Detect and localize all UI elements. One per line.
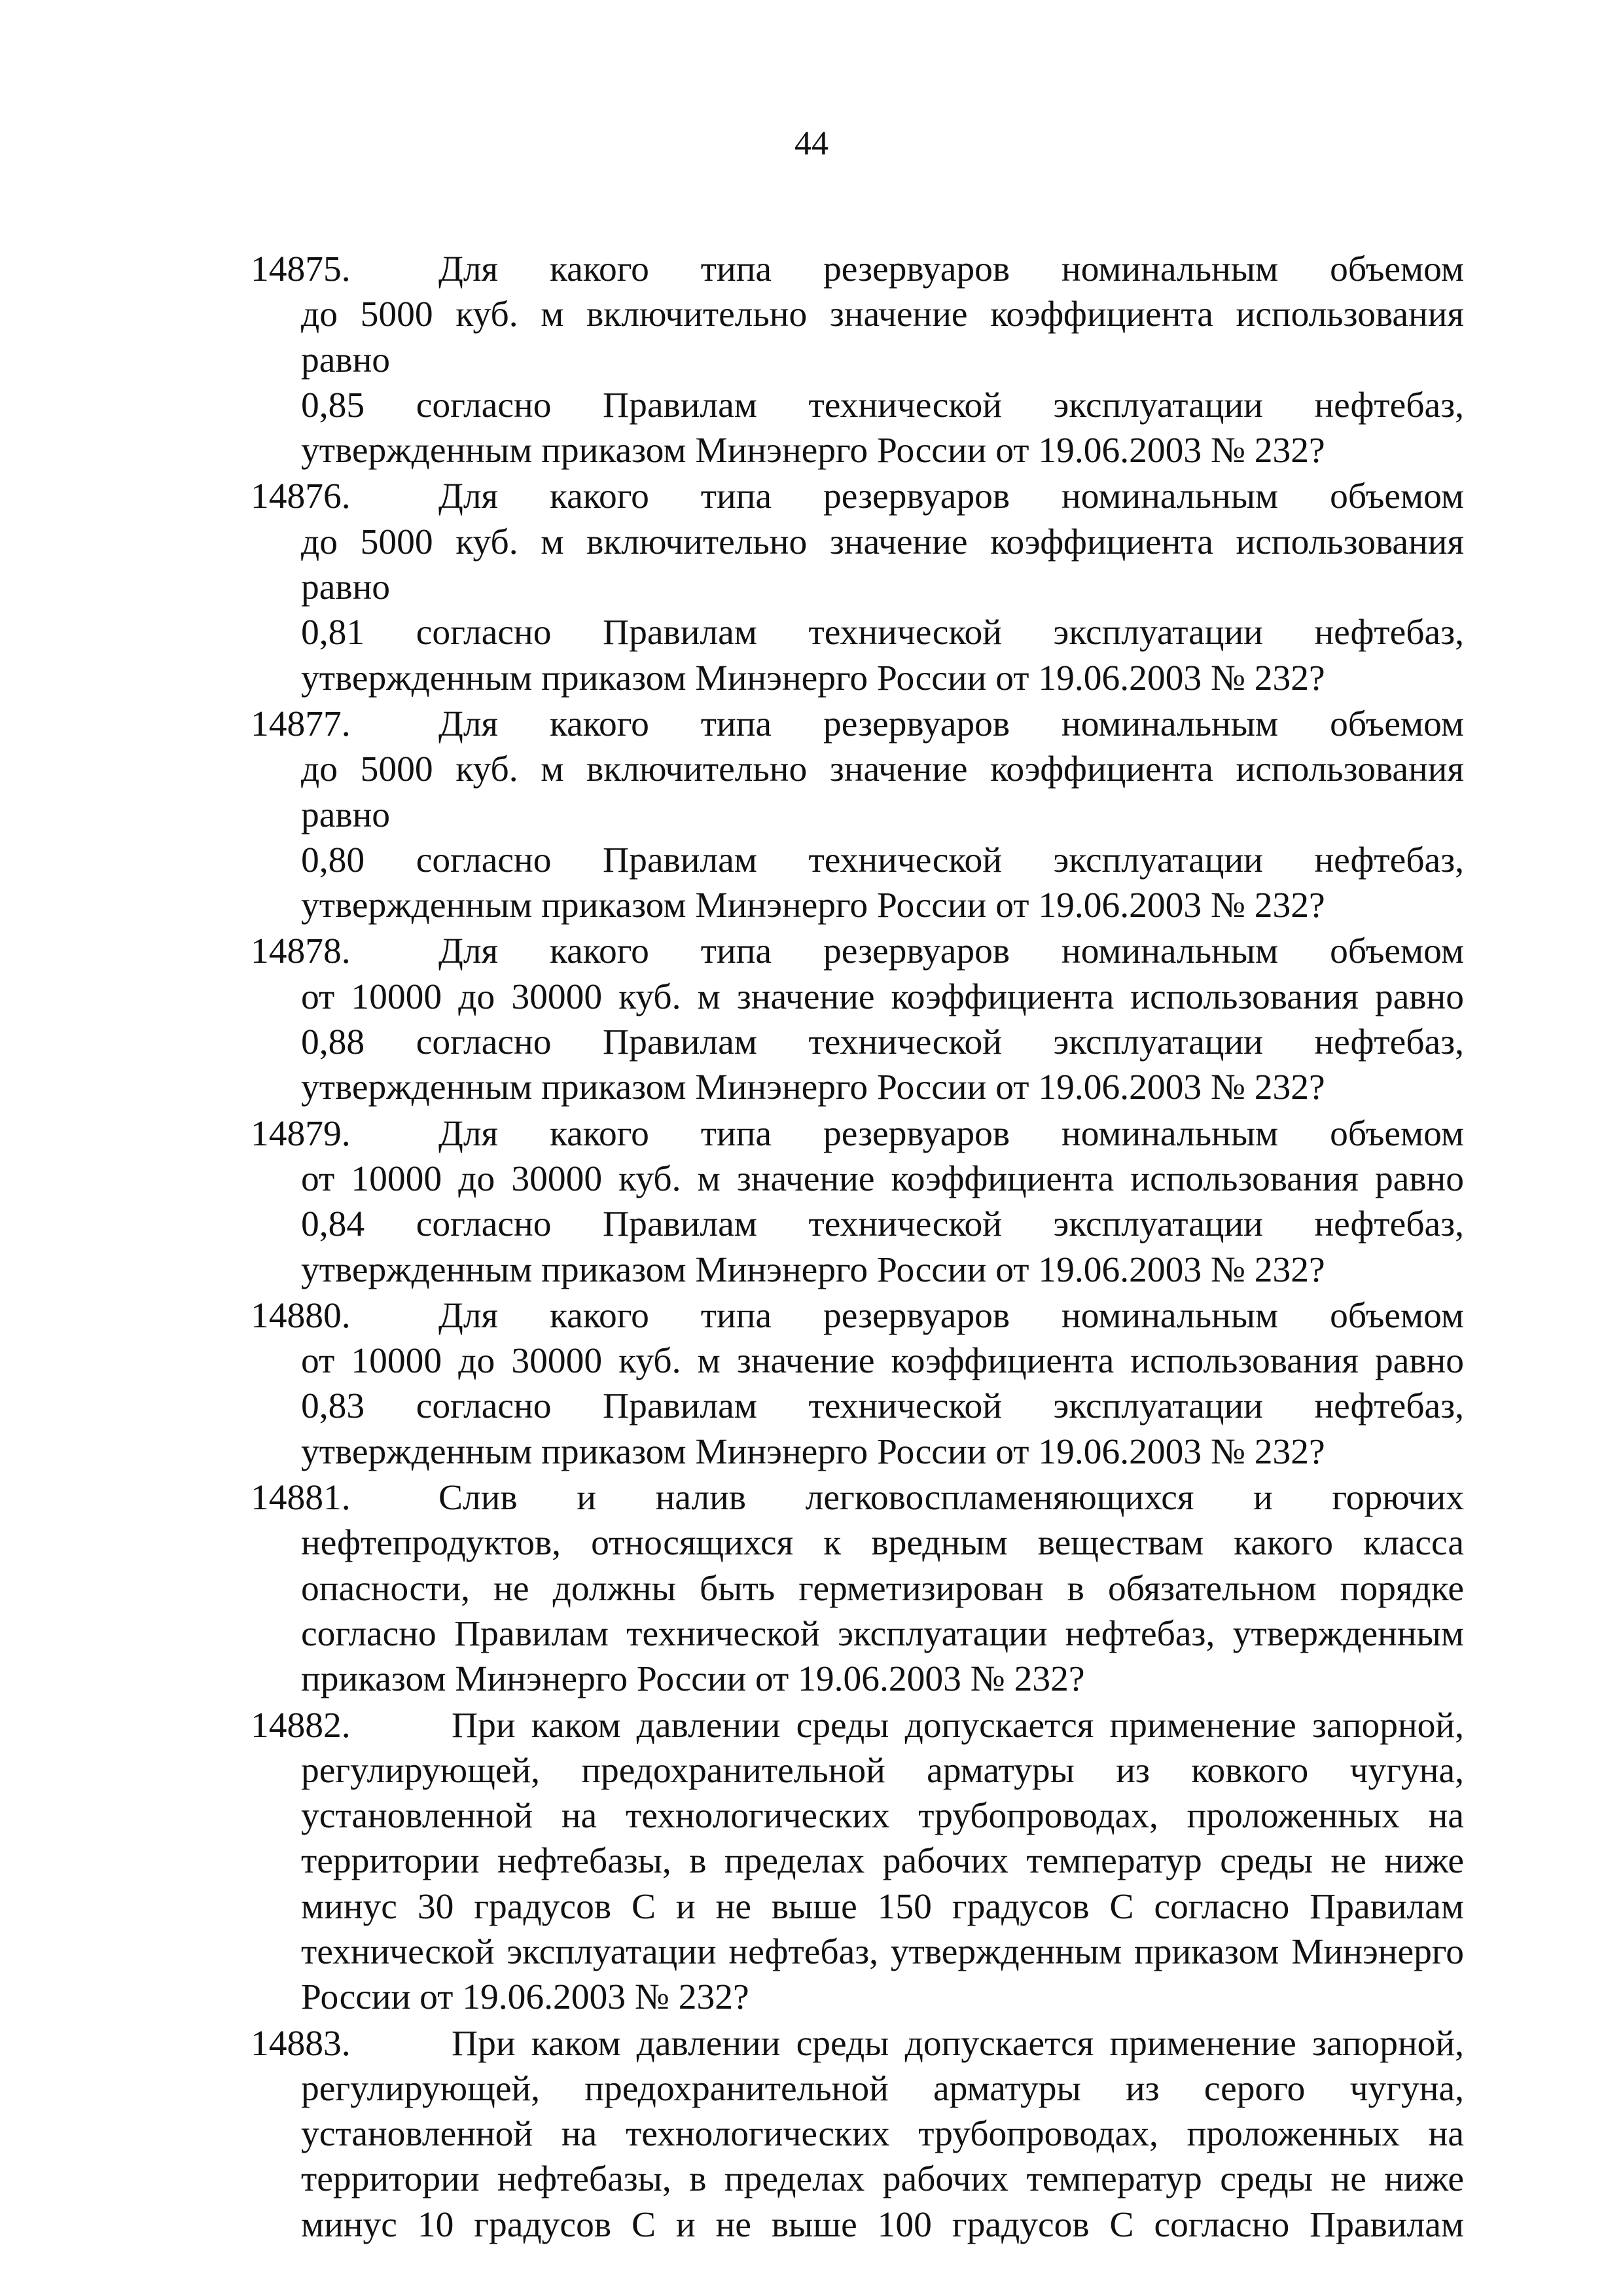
question-line: 0,80 согласно Правилам технической эксплуатации нефтебаз, (301, 840, 1464, 880)
question-item (0, 1293, 1623, 1475)
question-text: Слив и налив легковоспламеняющихся и горючих нефтепродуктов, относящихся к вредным веществам какого класса опасности, не должны быть герметизирован в обязательном порядке согласно Правилам технической эксплуатации нефтебаз, утвержденным приказом Минэнерго России от 19.06.2003 № 232? (301, 1478, 1464, 1700)
question-line: 0,81 согласно Правилам технической эксплуатации нефтебаз, (301, 613, 1464, 653)
question-number: 14883. (251, 2023, 351, 2064)
question-line: Для какого типа резервуаров номинальным объемом (438, 1295, 1464, 1336)
question-line: до 5000 куб. м включительно значение коэффициента использования равно (301, 522, 1464, 608)
question-item (0, 2021, 1623, 2248)
question-number: 14881. (251, 1478, 351, 1518)
question-item (0, 1703, 1623, 2020)
question-number: 14879. (251, 1113, 351, 1154)
question-line: 0,84 согласно Правилам технической эксплуатации нефтебаз, (301, 1204, 1464, 1245)
question-line: Для какого типа резервуаров номинальным объемом (438, 476, 1464, 517)
question-line: утвержденным приказом Минэнерго России от 19.06.2003 № 232? (301, 886, 1325, 926)
question-line: 0,85 согласно Правилам технической эксплуатации нефтебаз, (301, 385, 1464, 425)
question-item (0, 929, 1623, 1110)
question-text (301, 1293, 1464, 1475)
question-line: утвержденным приказом Минэнерго России от 19.06.2003 № 232? (301, 1249, 1325, 1290)
question-line: Для какого типа резервуаров номинальным объемом (438, 704, 1464, 744)
question-number: 14877. (251, 704, 351, 744)
question-item (0, 702, 1623, 928)
question-text (301, 474, 1464, 700)
question-line: до 5000 куб. м включительно значение коэффициента использования равно (301, 295, 1464, 380)
question-line: от 10000 до 30000 куб. м значение коэффициента использования равно (301, 1158, 1464, 1199)
question-item (0, 474, 1623, 700)
question-item (0, 247, 1623, 473)
question-line: утвержденным приказом Минэнерго России от 19.06.2003 № 232? (301, 1431, 1325, 1472)
question-text: При каком давлении среды допускается применение запорной, регулирующей, предохранительной арматуры из ковкого чугуна, установленной на технологических трубопроводах, проложенных на территории нефтебазы, в пределах рабочих температур среды не ниже минус 30 градусов С и не выше 150 градусов С согласно Правилам технической эксплуатации нефтебаз, утвержденным приказом Минэнерго России от 19.06.2003 № 232? (301, 1705, 1464, 2018)
question-number: 14875. (251, 249, 351, 289)
question-text (301, 247, 1464, 473)
question-text: При каком давлении среды допускается применение запорной, регулирующей, предохранительной арматуры из серого чугуна, установленной на технологических трубопроводах, проложенных на территории нефтебазы, в пределах рабочих температур среды не ниже минус 10 градусов С и не выше 100 градусов С согласно Правилам (301, 2023, 1464, 2245)
question-number: 14880. (251, 1295, 351, 1336)
question-line: от 10000 до 30000 куб. м значение коэффициента использования равно (301, 977, 1464, 1017)
question-text (301, 1111, 1464, 1293)
question-line: утвержденным приказом Минэнерго России от 19.06.2003 № 232? (301, 1067, 1325, 1108)
question-text (301, 702, 1464, 928)
question-line: Для какого типа резервуаров номинальным объемом (438, 1113, 1464, 1154)
question-line: 0,83 согласно Правилам технической эксплуатации нефтебаз, (301, 1386, 1464, 1427)
question-line: утвержденным приказом Минэнерго России от 19.06.2003 № 232? (301, 658, 1325, 698)
question-line: до 5000 куб. м включительно значение коэффициента использования равно (301, 749, 1464, 835)
question-number: 14882. (251, 1705, 351, 1746)
question-item (0, 1475, 1623, 1702)
question-number: 14878. (251, 931, 351, 972)
question-line: от 10000 до 30000 куб. м значение коэффициента использования равно (301, 1341, 1464, 1382)
question-number: 14876. (251, 476, 351, 517)
question-line: 0,88 согласно Правилам технической эксплуатации нефтебаз, (301, 1022, 1464, 1063)
question-line: Для какого типа резервуаров номинальным объемом (438, 931, 1464, 972)
page-number: 44 (794, 125, 829, 162)
question-text (301, 929, 1464, 1110)
question-item (0, 1111, 1623, 1293)
question-line: Для какого типа резервуаров номинальным объемом (438, 249, 1464, 289)
question-line: утвержденным приказом Минэнерго России от 19.06.2003 № 232? (301, 431, 1325, 471)
question-list (0, 247, 1623, 2248)
